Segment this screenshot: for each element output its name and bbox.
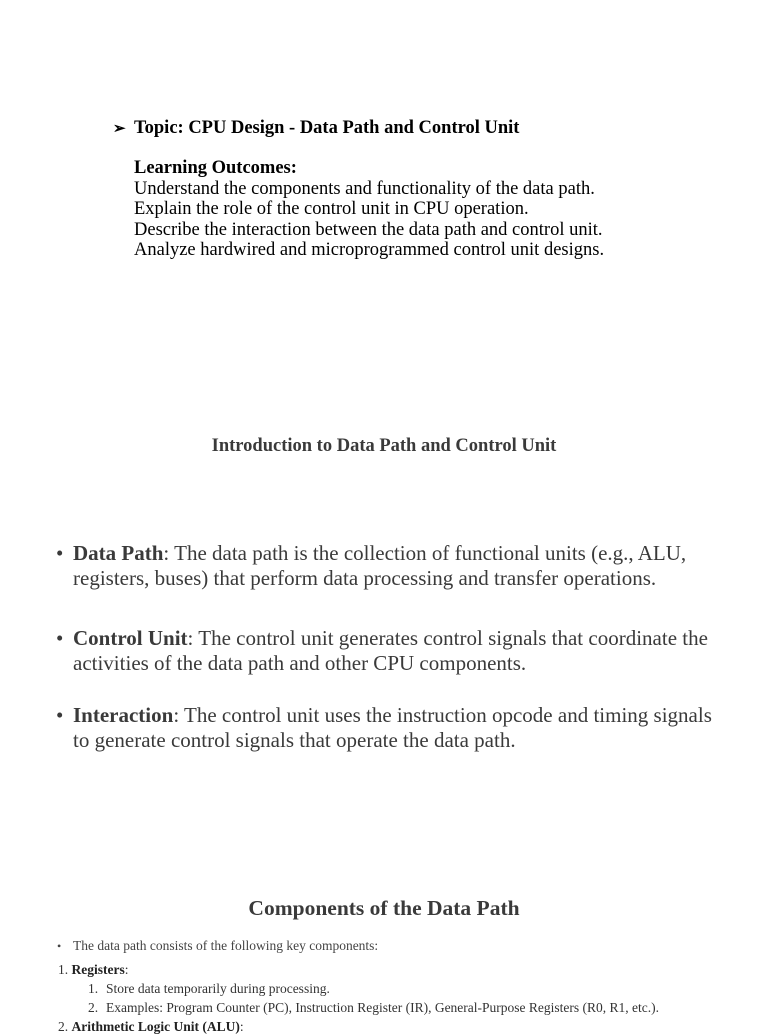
learning-outcome-item: Analyze hardwired and microprogrammed control unit designs. — [134, 240, 605, 261]
sub-item-number: 2. — [88, 1000, 99, 1015]
bullet-dot-icon: • — [57, 939, 62, 953]
component-suffix: : — [124, 962, 129, 977]
component-term: Registers — [71, 962, 125, 977]
list-item — [88, 998, 757, 1017]
topic-title: Topic: CPU Design - Data Path and Control Unit — [134, 118, 520, 138]
components-lead-text: The data path consists of the following key components: — [73, 938, 379, 953]
components-content — [57, 936, 757, 1036]
component-number: 2. — [58, 1019, 69, 1034]
component-number: 1. — [58, 962, 69, 977]
bullet-content — [73, 703, 716, 752]
bullet-dot-icon: • — [56, 703, 64, 727]
learning-outcome-item: Describe the interaction between the data path and control unit. — [134, 219, 603, 240]
topic-heading — [113, 116, 733, 141]
component-item-registers — [58, 960, 757, 1017]
bullet-text: : The data path is the collection of functional units (e.g., ALU, registers, buses) that perform data processing and transfer operations. — [73, 541, 687, 590]
bullet-term: Data Path — [73, 541, 164, 565]
intro-bullet-control-unit — [56, 626, 716, 675]
bullet-term: Interaction — [73, 703, 174, 727]
components-lead — [57, 936, 757, 956]
bullet-content — [73, 541, 716, 590]
intro-bullet-interaction — [56, 703, 716, 752]
intro-heading: Introduction to Data Path and Control Unit — [211, 436, 557, 456]
learning-outcome-item: Explain the role of the control unit in CPU operation. — [134, 199, 529, 220]
list-item — [88, 979, 757, 998]
learning-outcomes — [134, 158, 733, 261]
bullet-dot-icon: • — [56, 626, 64, 650]
sub-item-number: 1. — [88, 981, 99, 996]
bullet-text: : The control unit generates control signals that coordinate the activities of the data path and other CPU components. — [73, 626, 708, 675]
bullet-content — [73, 626, 716, 675]
component-suffix: : — [239, 1019, 244, 1034]
bullet-text: : The control unit uses the instruction opcode and timing signals to generate control signals that operate the data path. — [73, 703, 712, 752]
sub-item-text: Examples: Program Counter (PC), Instruction Register (IR), General-Purpose Registers (R0, R1, etc.). — [106, 1000, 660, 1015]
component-term: Arithmetic Logic Unit (ALU) — [71, 1019, 240, 1034]
component-sub-list — [58, 979, 757, 1017]
intro-bullet-list — [56, 541, 716, 752]
learning-outcomes-title: Learning Outcomes: — [134, 158, 297, 178]
component-item-alu — [58, 1017, 757, 1036]
intro-bullet-data-path — [56, 541, 716, 590]
sub-item-text: Store data temporarily during processing. — [106, 981, 330, 996]
learning-outcome-item: Understand the components and functionality of the data path. — [134, 178, 595, 199]
bullet-term: Control Unit — [73, 626, 188, 650]
components-heading: Components of the Data Path — [248, 896, 520, 920]
topic-section — [113, 116, 733, 261]
bullet-dot-icon: • — [56, 541, 64, 565]
arrow-bullet-icon: ➢ — [113, 121, 126, 137]
